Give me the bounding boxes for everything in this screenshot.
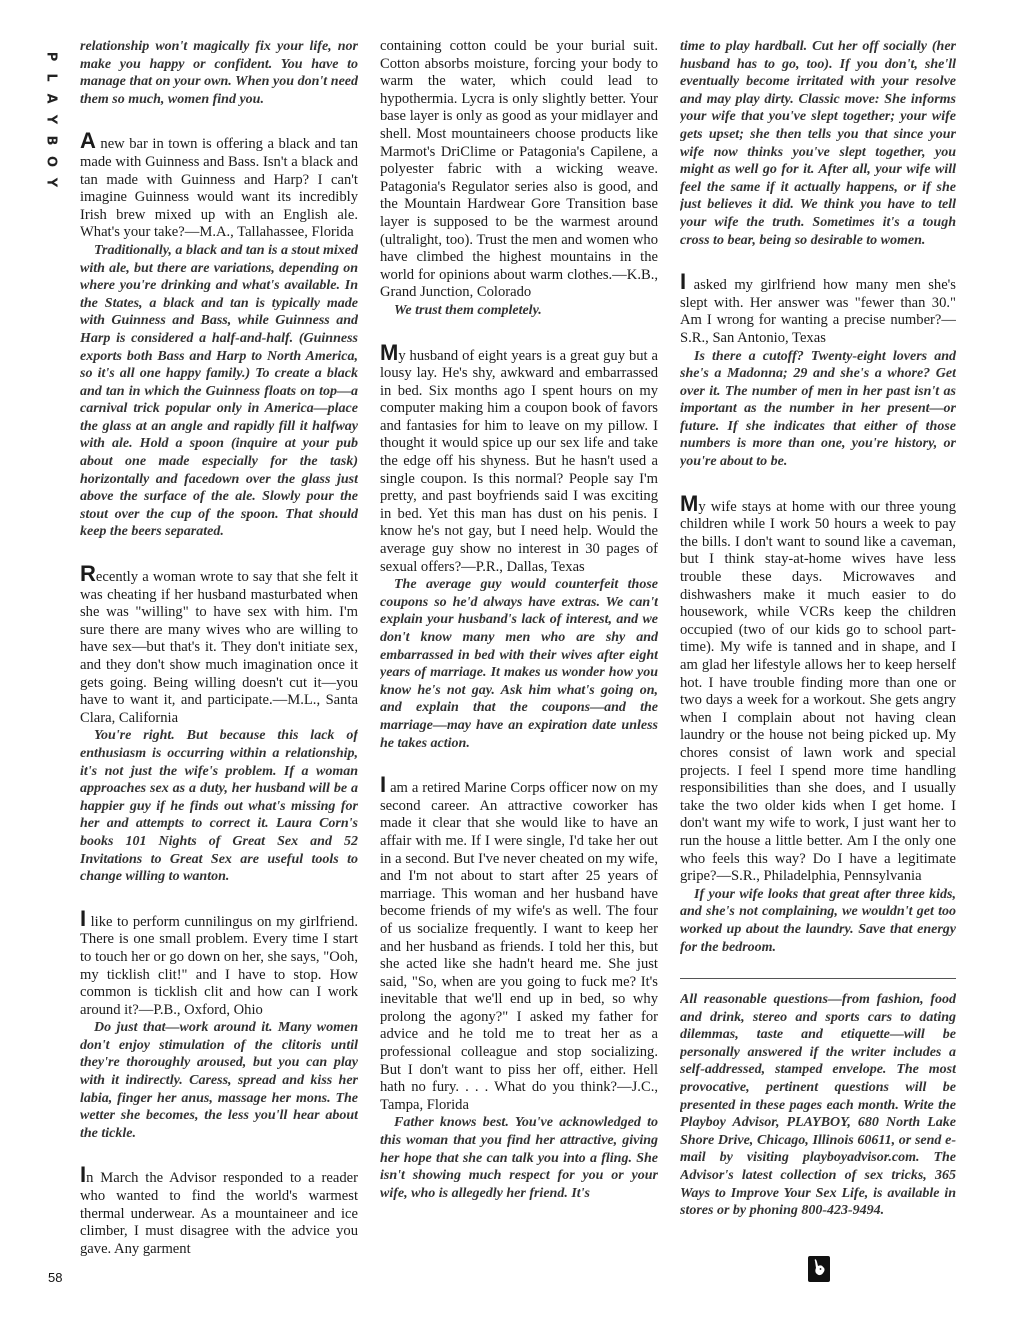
letter-question [380,774,658,1114]
question-text: containing cotton could be your burial suit. Cotton absorbs moisture, forcing your body to warm the water, which could lead to hypothermia. Lycra is only slightly better. Your base layer is only as good as your midlayer and shell. Most mountaineers choose products like Marmot's DriClime or Patagonia's Capilene, a polyester fabric with a wicking weave. Patagonia's Regulator series also is good, and the Mountain Hardwear Gore Transition base layer is supposed to be the warmest around (ultralight, too). Trust the men and women who have climbed the highest mountains in the world for opinions about warm clothes.—K.B., Grand Junction, Colorado [380,38,658,301]
letter-question [80,130,358,242]
answer-text: Do just that—work around it. Many women don't enjoy stimulation of the clitoris until they're thoroughly aroused, but you can play with it indirectly. Caress, spread and kiss her labia, finger her anus, massage her mons. The wetter she becomes, the less you'll hear about the tickle. [80,1020,358,1141]
letter-question [80,563,358,727]
question-text: new bar in town is offering a black and tan made with Guinness and Bass. Isn't a black and tan made with Guinness and Harp? I can't imagine Guinness would want its incredibly Irish brew mixed up with an English ale. What's your take?—M.A., Tallahassee, Florida [80,136,358,241]
drop-cap: A [80,128,96,154]
drop-cap: M [380,339,399,365]
answer-text: relationship won't magically fix your life, nor make you happy or confident. You have to manage that on your own. When you don't need them so much, women find you. [80,39,358,107]
answer-text: Father knows best. You've acknowledged to this woman that you find her attractive, giving her hope that she can talk you into a fling. She isn't showing much respect for you or your wife, who is allegedly her friend. It's [380,1115,658,1201]
answer-text: You're right. But because this lack of enthusiasm is occurring within a relationship, it's not just the wife's problem. If a woman approaches sex as a duty, her husband will be a happier guy if he finds out what's missing for her and attempts to correct it. Laura Corn's books 101 Nights of Great Sex and 52 Invitations to Great Sex are useful tools to change willing to wanton. [80,728,358,885]
question-text: y wife stays at home with our three young children while I work 50 hours a week to pay the bills. I don't want to sound like a caveman, but I think stay-at-home wives have less trouble these days. Microwaves and dishwashers make it much easier to do housework, while VCRs keep the children occupied (two of our kids go to school part-time). My wife is tanned and in shape, and I am glad her lifestyle allows her to keep herself hot. I have trouble finding more than one or two days a week for a workout. She gets angry when I complain about not having clean laundry or the house not being picked up. My chores consist of lawn work and special projects. I feel I spend more time handling responsibilities than she does, and I usually take the two older kids when I get home. I don't want my wife to work, I just want her to run the house a little better. Am I the only one who feels this way? Do I have a legitimate gripe?—S.R., Philadelphia, Pennsylvania [680,498,956,885]
side-mark-letter: O [43,155,59,168]
drop-cap: I [80,905,87,931]
answer-text: We trust them completely. [394,302,542,318]
side-mark-letter: P [43,51,59,62]
side-mark-letter: B [43,135,59,146]
advisor-footer-note: All reasonable questions—from fashion, food and drink, stereo and sports cars to dating dilemmas, taste and etiquette—will be personally answered if the writer includes a self-addressed, stamped envelope. The most provocative, pertinent questions will be presented in these pages each month. Write the Playboy Advisor, PLAYBOY, 680 North Lake Shore Drive, Chicago, Illinois 60611, or send e-mail by visiting playboyadvisor.com. The Advisor's latest collection of sex tricks, 365 Ways to Improve Your Sex Life, is available in stores or by phoning 800-423-9494. [680,992,956,1219]
side-mark-letter: L [43,73,59,82]
question-text: ecently a woman wrote to say that she felt it was cheating if her husband masturbated when she was "willing" to have sex with him. I'm sure there are many wives who are willing to have sex—but that's it. They don't initiate sex, and they don't show much imagination once it gets going. Being willing doesn't cut it—you have to want it, and participate.—M.L., Santa Clara, California [80,569,358,726]
drop-cap: I [80,1162,87,1188]
answer-text: If your wife looks that great after three kids, and she's not complaining, we wouldn't get too worked up about the laundry. Save that energy for the bedroom. [680,886,956,955]
column-3 [680,38,956,1300]
question-text: y husband of eight years is a great guy but a lousy lay. He's shy, awkward and embarrassed in bed. Six months ago I spent hours on my computer making him a coupon book of favors and fantasies for him to leave on my pillow. I thought it would spice up our sex life and take the edge off his shyness. But he hasn't used a single coupon. Is this normal? People say I'm pretty, and past boyfriends said I was exciting in bed. Yet this man has dust on his penis. I know he's not gay, but I need help. Would the average guy show no interest in 30 pages of sexual offers?—P.R., Dallas, Texas [380,347,658,575]
question-text: asked my girlfriend how many men she's slept with. Her answer was "fewer than 30." Am I wrong for wanting a precise number?—S.R., San Antonio, Texas [680,277,956,346]
answer-text: Is there a cutoff? Twenty-eight lovers and she's a Madonna; 29 and she's a whore? Get over it. The number of men in her past isn't as important as the number in her present—or future. If she indicates that either of those numbers is more than one, you're history, or you're about to be. [680,348,956,470]
side-mark-letter: Y [43,114,59,125]
answer-text: The average guy would counterfeit those coupons so he'd always have extras. We can't explain your husband's lack of interest, and we don't know many men who are shy and embarrassed in bed with their wives after eight years of marriage. It makes us wonder how you know he's not gay. Ask him what's going on, and explain that the coupons—and the marriage—may have an expiration date unless he takes action. [380,577,658,751]
answer-text: Traditionally, a black and tan is a stout mixed with ale, but there are variations, depending on where you're drinking and what's available. In the States, a black and tan is typically made with Guinness and Bass, while Guinness and Harp is considered a half-and-half. (Guinness exports both Bass and Harp to North America, so it's all one happy family.) To create a black and tan in which the Guinness floats on top—a carnival trick popular only in America—place the glass at an angle and rapidly fill it halfway with ale. Hold a spoon (inquire at your pub about one made especially for the task) horizontally and facedown over the glass just above the surface of the ale. Slowly pour the stout over the cup of the spoon. That should keep the beers separated. [80,242,358,540]
drop-cap: R [80,561,96,587]
playboy-side-mark [37,46,57,193]
drop-cap: M [680,490,699,516]
side-mark-letter: A [43,93,59,104]
section-divider [680,978,956,979]
letter-question [80,905,358,1020]
answer-text: time to play hardball. Cut her off socially (her husband has to go, too). If you don't, she'll eventually become irritated with your resolve and may play dirty. Classic move: She informs your wife that you've slept together; your wife gets upset; she then tells you that since your wife now thinks you've slept together, you might as well go for it. After all, your wife will feel the same if it actually happens, or if she just believes it did. We think you have to tell your wife the truth. Sometimes it's a tough cross to bear, being so desirable to women. [680,39,956,248]
question-text: n March the Advisor responded to a reader who wanted to find the world's warmest thermal underwear. As a mountaineer and ice climber, I must disagree with the advice you gave. Any garment [80,1170,358,1257]
question-text: am a retired Marine Corps officer now on my second career. An attractive coworker has made it clear that she would like to have an affair with me. If I were single, I'd take her out in a second. But I've never cheated on my wife, and I'm not about to start after 25 years of marriage. This woman and her husband have become friends of my wife's as well. The four of us socialize frequently. I want to keep her and her husband as friends. I told her this, but she acted like she hadn't heard me. She just said, "So, when are you going to fuck me? It's inevitable that we'll end up in bed, so why prolong the agony?" I asked my father for advice and he told me to treat her as a professional colleague and stop socializing. But I don't want to piss her off, either. Hell hath no fury. . . . What do you think?—J.C., Tampa, Florida [380,780,658,1113]
column-1 [80,38,358,1300]
letter-question [80,1164,358,1258]
question-text: like to perform cunnilingus on my girlfriend. There is one small problem. Every time I start to touch her or go down on her, she says, "Ooh, my ticklish clit!" and I have to stop. How common is ticklish clit and how can I work around it?—P.B., Oxford, Ohio [80,913,358,1018]
side-mark-letter: Y [43,177,59,188]
drop-cap: I [380,772,387,798]
letter-question [380,339,658,577]
page-number: 58 [48,1270,63,1285]
drop-cap: I [680,269,687,295]
rabbit-head-icon [808,1256,830,1282]
letter-question [680,490,956,886]
column-2 [380,38,658,1300]
letter-question [680,271,956,347]
rabbit-head-icon-glyph [808,1256,830,1282]
